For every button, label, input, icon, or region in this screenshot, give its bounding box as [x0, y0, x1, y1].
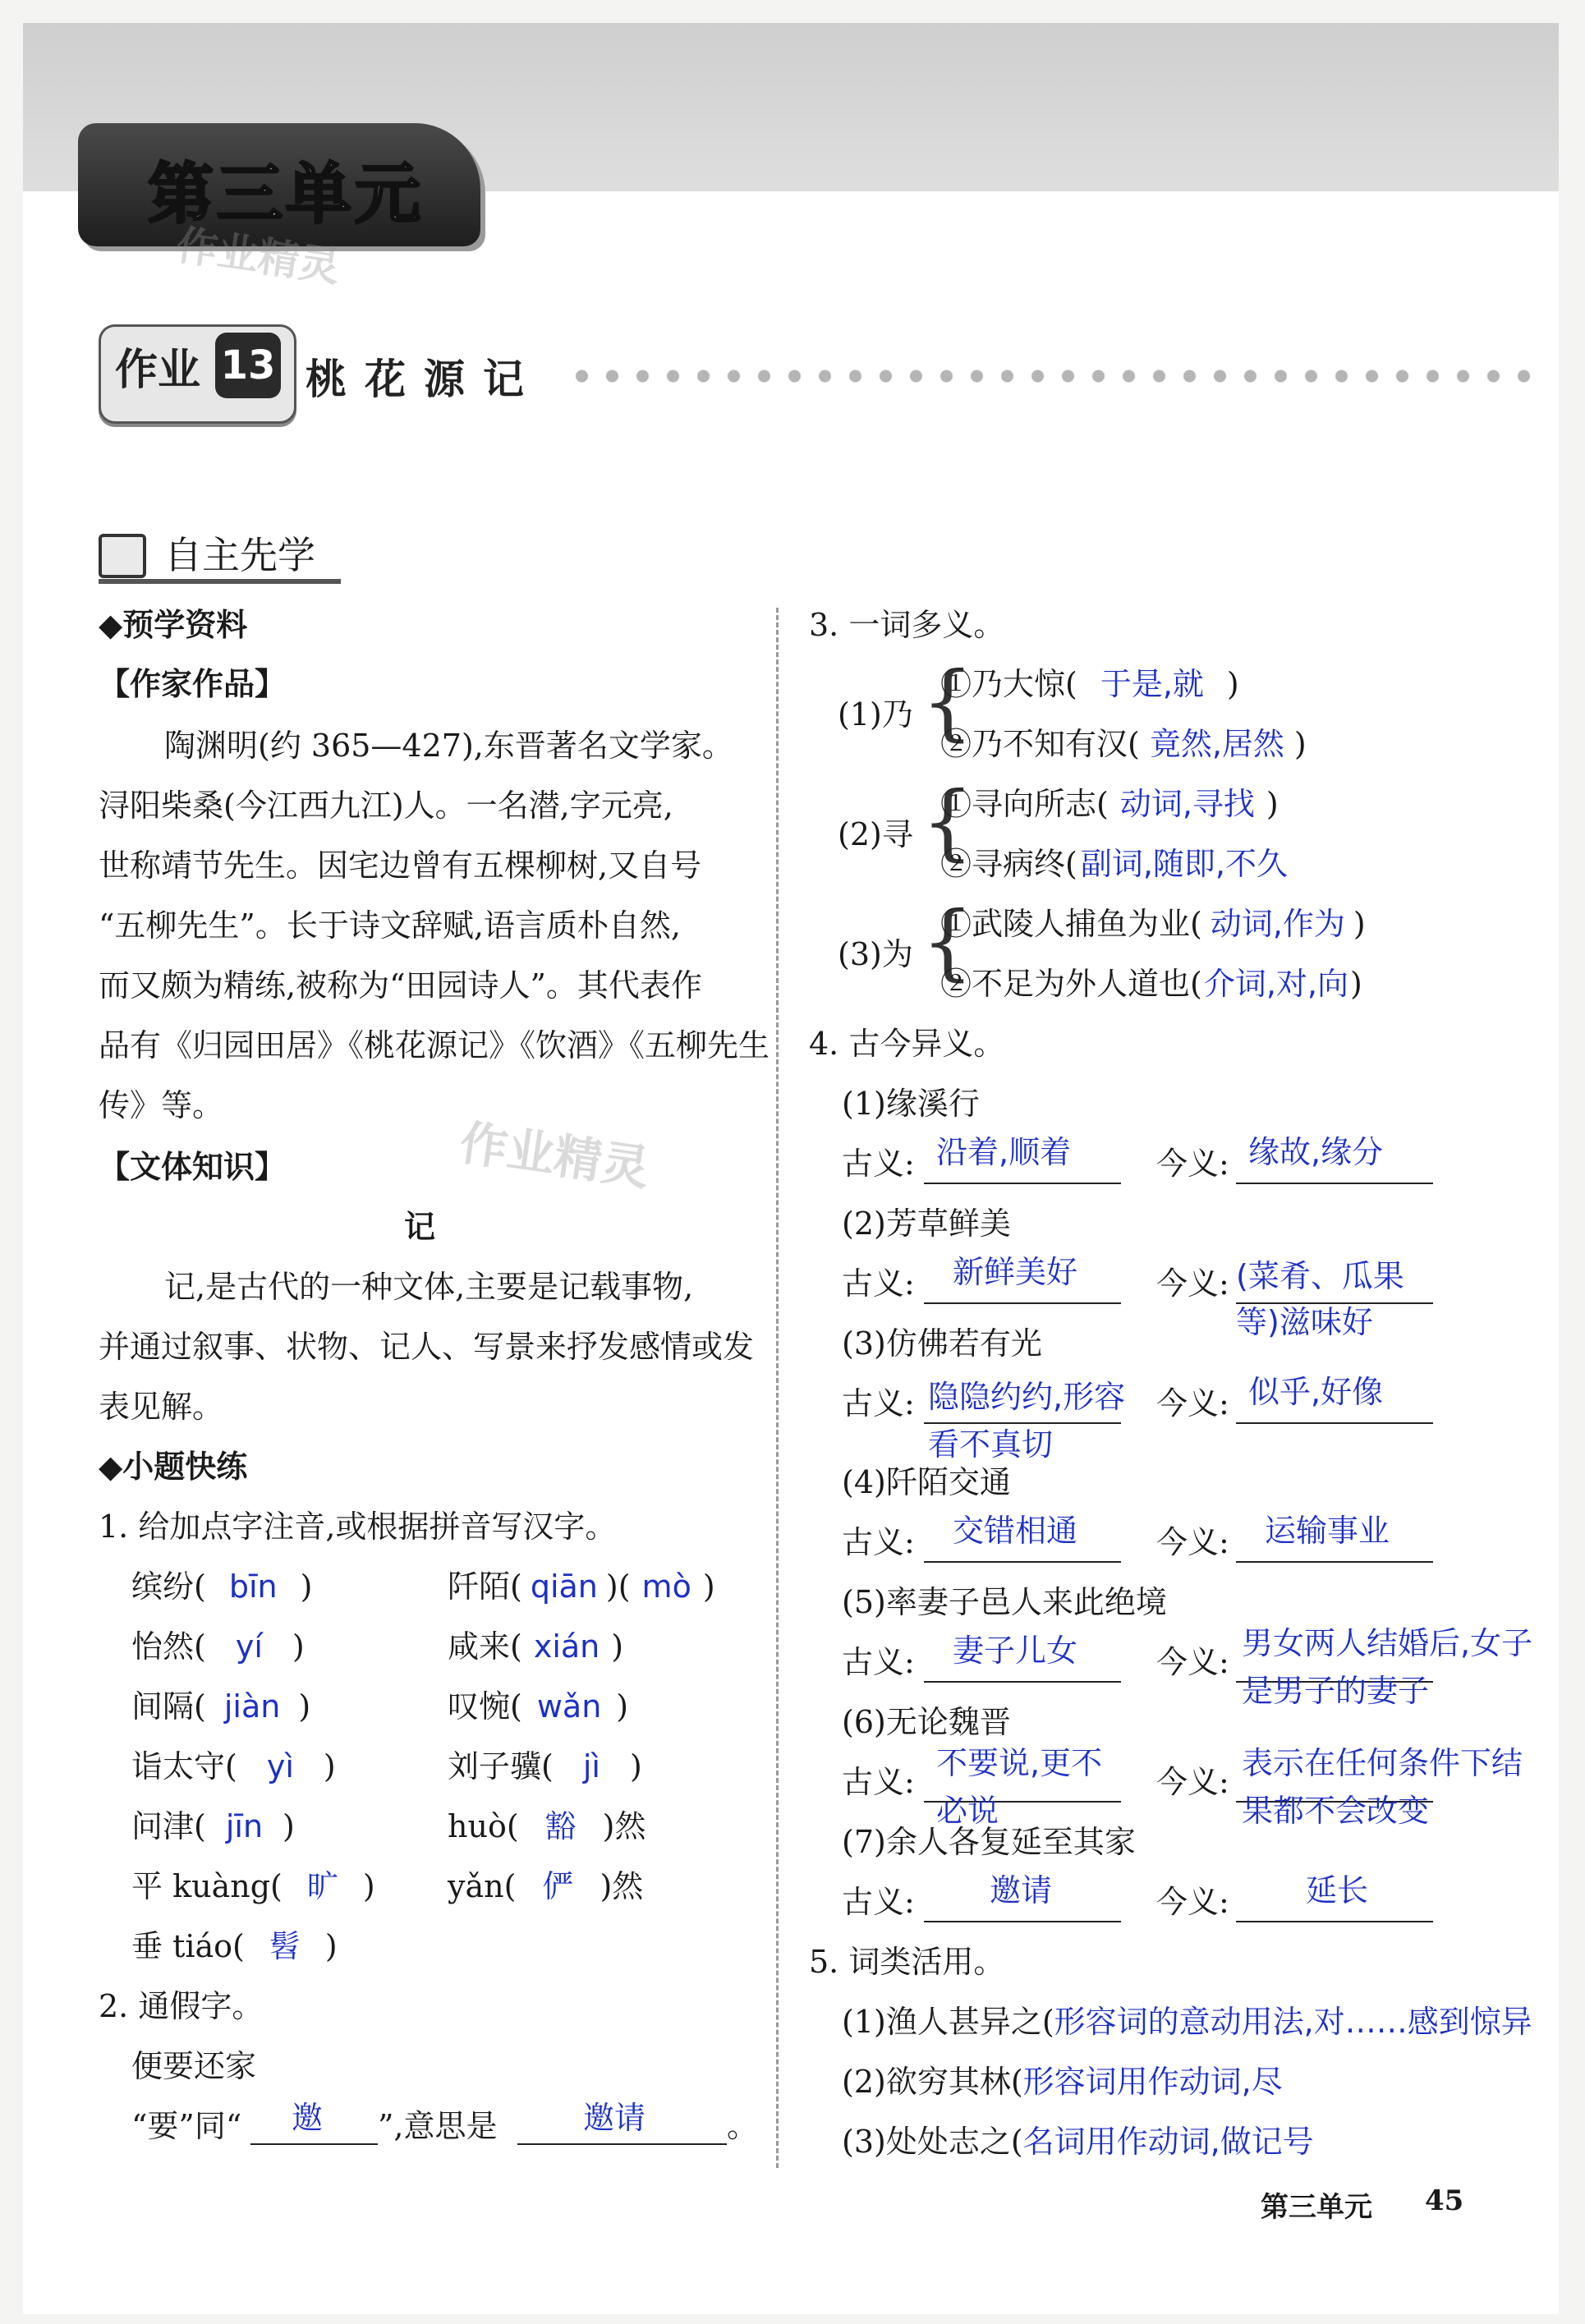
answer-blank: [924, 1183, 1121, 1184]
author-line: 品有《归园田居》《桃花源记》《饮酒》《五柳先生: [99, 1027, 770, 1063]
dotted-rule: [567, 368, 1544, 384]
answer-blank: [250, 2143, 378, 2145]
column-divider: [776, 608, 779, 2168]
genre-line: 记,是古代的一种文体,主要是记载事物,: [164, 1269, 694, 1305]
pinyin-item: 问津( jīn ): [131, 1808, 295, 1844]
modern-label: 今义:: [1156, 1524, 1229, 1560]
pinyin-item: 缤纷( bīn ): [131, 1568, 313, 1605]
section-underline: [99, 579, 341, 584]
genre-line: 表见解。: [99, 1389, 224, 1425]
pinyin-item: 诣太守( yì ): [131, 1748, 336, 1784]
polysemy-item: ②不足为外人道也(介词,对,向): [940, 966, 1362, 1002]
homework-number: 13: [215, 333, 281, 398]
question-2: 2. 通假字。: [99, 1988, 264, 2024]
q4-head: (6)无论魏晋: [842, 1704, 1011, 1740]
polysemy-item: ①乃大惊( 于是,就 ): [940, 666, 1239, 702]
q4-head: (5)率妻子邑人来此绝境: [842, 1584, 1167, 1620]
unit-title: 第三单元: [148, 156, 424, 232]
question-1: 1. 给加点字注音,或根据拼音写汉字。: [99, 1509, 617, 1545]
question-4: 4. 古今异义。: [809, 1026, 1005, 1062]
answer-blank: [1236, 1561, 1433, 1563]
ancient-label: 古义:: [842, 1644, 915, 1680]
pinyin-item: 刘子骥( jì ): [448, 1748, 642, 1784]
pinyin-item: 垂 tiáo( 髫 ): [131, 1928, 338, 1964]
pinyin-item: 怡然( yí ): [131, 1628, 305, 1665]
polysemy-head: (3)为: [838, 936, 913, 972]
author-line: 浔阳柴桑(今江西九江)人。一名潜,字元亮,: [99, 788, 673, 824]
question-5: 5. 词类活用。: [809, 1944, 1005, 1980]
q5-item: (3)处处志之(名词用作动词,做记号: [842, 2124, 1314, 2160]
section-title: 自主先学: [164, 533, 315, 577]
brace: {: [921, 893, 974, 990]
author-line: 而又颇为精练,被称为“田园诗人”。其代表作: [99, 967, 702, 1004]
q4-head: (7)余人各复延至其家: [842, 1824, 1136, 1860]
lesson-title: 桃花源记: [306, 356, 542, 403]
watermark: 作业精灵: [456, 1114, 653, 1196]
ancient-answer: 新鲜美好: [953, 1254, 1078, 1290]
brace: {: [921, 654, 974, 750]
pinyin-item: 间隔( jiàn ): [131, 1688, 311, 1725]
modern-label: 今义:: [1156, 1764, 1229, 1800]
pinyin-item: huò( 豁 )然: [448, 1808, 646, 1844]
answer-blank: [1236, 1183, 1433, 1184]
q4-head: (3)仿佛若有光: [842, 1325, 1042, 1362]
q5-item: (2)欲穷其林(形容词用作动词,尽: [842, 2064, 1283, 2100]
polysemy-item: ②乃不知有汉( 竟然,居然 ): [940, 726, 1307, 762]
pinyin-item: 咸来( xián ): [448, 1628, 624, 1665]
answer-blank: [1236, 1422, 1433, 1424]
q4-head: (4)阡陌交通: [842, 1464, 1011, 1500]
modern-label: 今义:: [1156, 1884, 1229, 1920]
answer-blank: [924, 1681, 1121, 1683]
brace: {: [921, 774, 974, 870]
modern-answer: 延长: [1306, 1872, 1369, 1908]
author-line: “五柳先生”。长于诗文辞赋,语言质朴自然,: [99, 907, 682, 944]
modern-answer: (菜肴、瓜果等)滋味好: [1236, 1258, 1404, 1340]
q5-item: (1)渔人甚异之(形容词的意动用法,对……感到惊异: [842, 2004, 1532, 2040]
modern-label: 今义:: [1156, 1146, 1229, 1182]
ancient-label: 古义:: [842, 1884, 915, 1920]
q2-phrase: 便要还家: [131, 2048, 257, 2084]
genre-title: 记: [404, 1209, 436, 1245]
pinyin-item: 叹惋( wǎn ): [448, 1688, 629, 1725]
q4-head: (1)缘溪行: [842, 1086, 980, 1122]
ancient-label: 古义:: [842, 1764, 915, 1800]
author-heading: 【作家作品】: [99, 666, 287, 702]
author-line: 世称靖节先生。因宅边曾有五棵柳树,又自号: [99, 847, 702, 884]
answer-blank: [1236, 1921, 1433, 1922]
ancient-answer: 隐隐约约,形容看不真切: [928, 1379, 1126, 1463]
pinyin-item: 阡陌( qiān )( mò ): [448, 1568, 715, 1605]
modern-label: 今义:: [1156, 1265, 1229, 1302]
modern-answer: 似乎,好像: [1248, 1374, 1384, 1410]
author-line: 陶渊明(约 365—427),东晋著名文学家。: [164, 728, 733, 764]
genre-line: 并通过叙事、状物、记人、写景来抒发感情或发: [99, 1329, 755, 1365]
answer-blank: [924, 1302, 1121, 1304]
q2-text: ”,意思是: [378, 2108, 498, 2144]
polysemy-head: (2)寻: [838, 816, 913, 852]
modern-answer: 缘故,缘分: [1248, 1134, 1384, 1170]
answer-blank: [924, 1561, 1121, 1563]
ancient-answer: 不要说,更不必说: [936, 1745, 1103, 1829]
pinyin-item: yǎn( 俨 )然: [448, 1868, 644, 1904]
ancient-answer: 沿着,顺着: [936, 1134, 1072, 1170]
polysemy-head: (1)乃: [838, 696, 913, 733]
question-3: 3. 一词多义。: [809, 607, 1005, 643]
notebook-icon: [99, 534, 146, 578]
practice-heading: ◆小题快练: [99, 1449, 248, 1485]
polysemy-item: ②寻病终( 副词,随即,不久: [940, 846, 1288, 882]
modern-label: 今义:: [1156, 1644, 1229, 1680]
pinyin-item: 平 kuàng( 旷 ): [131, 1868, 375, 1904]
prestudy-heading: ◆预学资料: [99, 607, 248, 643]
q2-text: “要”同“: [131, 2108, 242, 2144]
modern-answer: 运输事业: [1265, 1513, 1390, 1549]
ancient-answer: 交错相通: [953, 1513, 1078, 1549]
ancient-answer: 邀请: [990, 1872, 1053, 1908]
ancient-answer: 妻子儿女: [953, 1633, 1078, 1669]
ancient-label: 古义:: [842, 1524, 915, 1560]
answer-blank: [517, 2143, 727, 2145]
watermark: 作业精灵: [173, 221, 343, 292]
ancient-label: 古义:: [842, 1146, 915, 1182]
modern-answer: 男女两人结婚后,女子是男子的妻子: [1242, 1625, 1533, 1709]
ancient-label: 古义:: [842, 1265, 915, 1302]
q2-answer: 邀: [292, 2100, 324, 2136]
polysemy-item: ①武陵人捕鱼为业( 动词,作为 ): [940, 906, 1366, 942]
genre-heading: 【文体知识】: [99, 1149, 287, 1185]
polysemy-item: ①寻向所志( 动词,寻找 ): [940, 786, 1279, 822]
modern-answer: 表示在任何条件下结果都不会改变: [1242, 1745, 1523, 1829]
footer-unit: 第三单元: [1261, 2191, 1372, 2224]
answer-blank: [924, 1921, 1121, 1922]
q4-head: (2)芳草鲜美: [842, 1206, 1011, 1242]
modern-label: 今义:: [1156, 1385, 1229, 1421]
ancient-label: 古义:: [842, 1385, 915, 1421]
homework-word: 作业: [115, 346, 201, 395]
author-line: 传》等。: [99, 1087, 224, 1123]
q2-text: 。: [727, 2108, 759, 2144]
page-number: 45: [1425, 2184, 1464, 2217]
q2-answer: 邀请: [583, 2100, 646, 2136]
